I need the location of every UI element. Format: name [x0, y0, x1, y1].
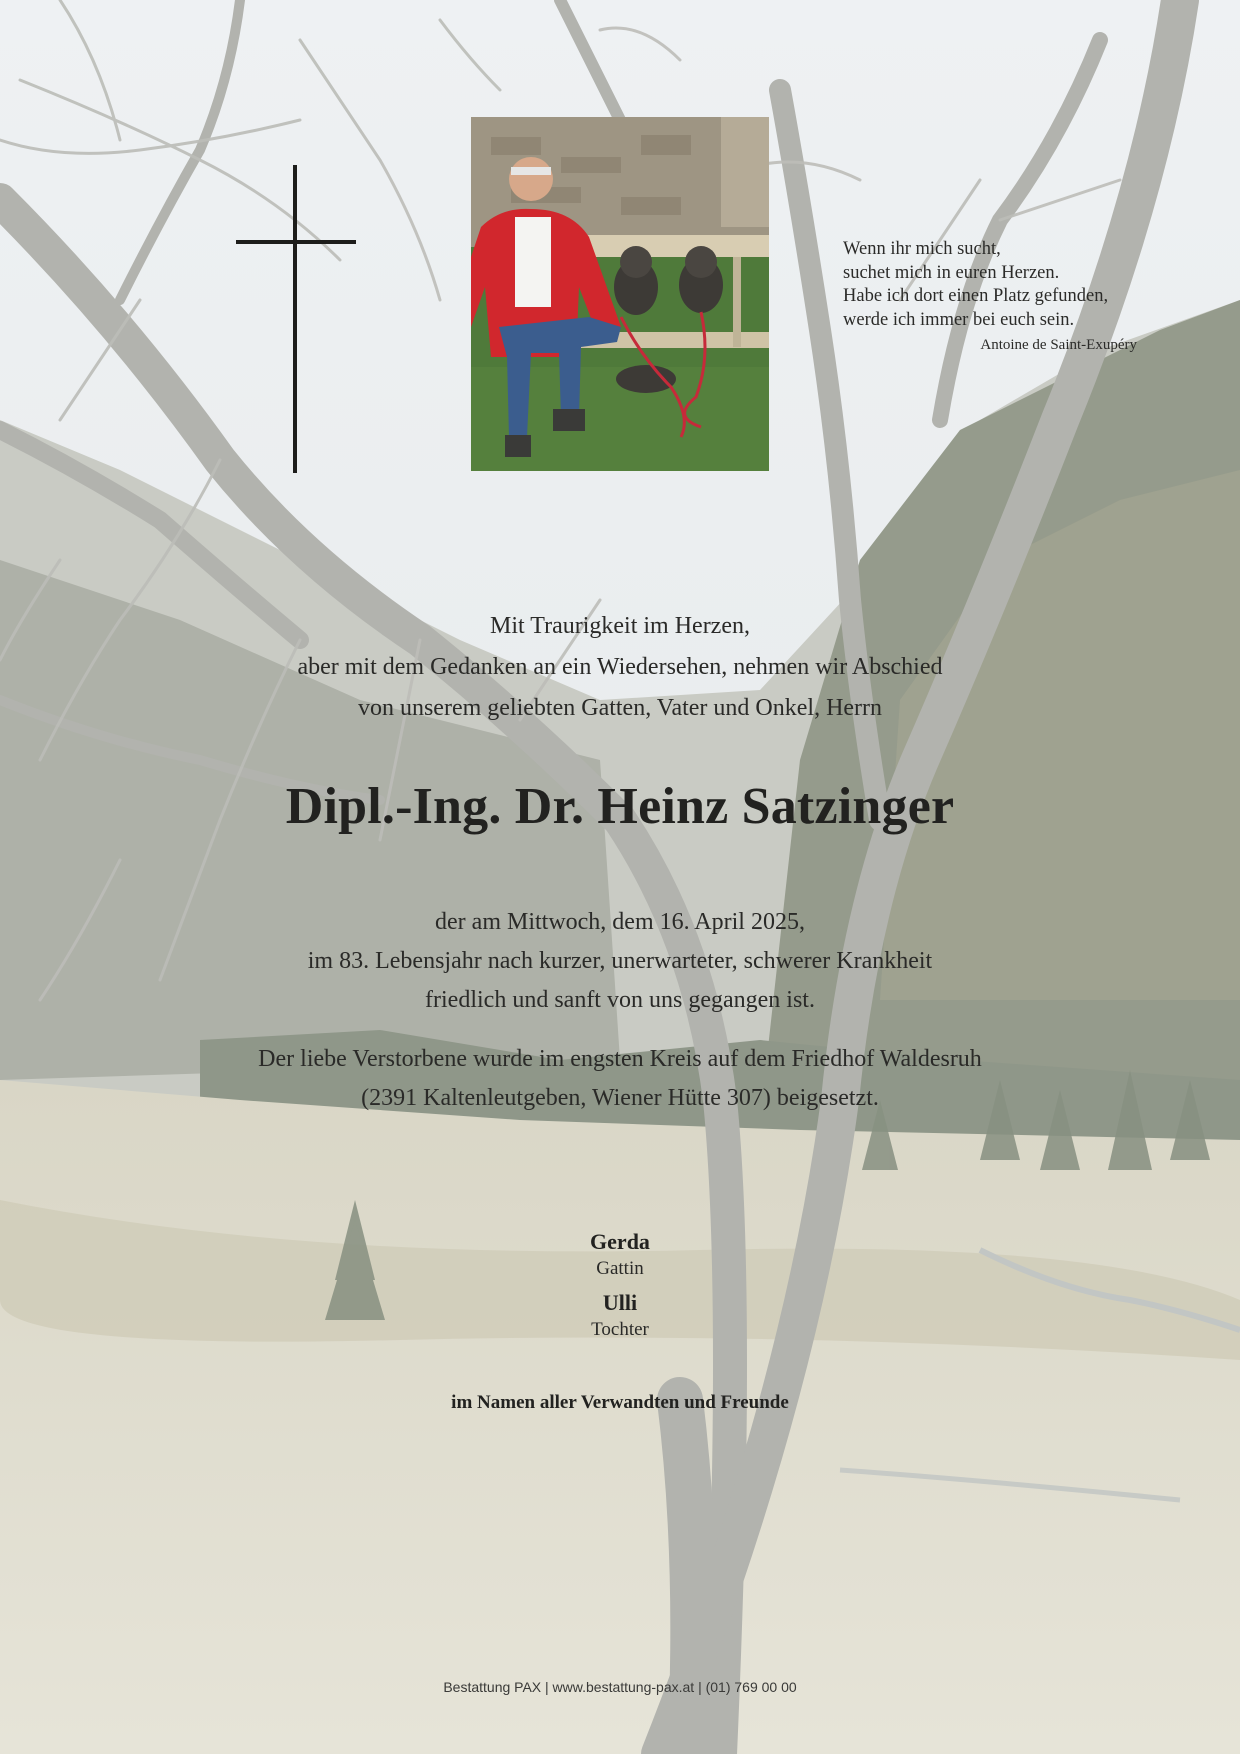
quote-author: Antoine de Saint-Exupéry: [980, 337, 1137, 353]
family-line: im Namen aller Verwandten und Freunde: [451, 1392, 789, 1413]
deceased-name: Dipl.-Ing. Dr. Heinz Satzinger: [285, 778, 955, 835]
burial-line: (2391 Kaltenleutgeben, Wiener Hütte 307) beigesetzt.: [361, 1085, 879, 1111]
quote-line: Wenn ihr mich sucht,: [843, 239, 1001, 259]
intro-line: von unserem geliebten Gatten, Vater und Onkel, Herrn: [357, 695, 883, 721]
mourner-entry: [320, 1289, 920, 1342]
burial-info: [120, 1040, 1120, 1118]
intro-line: aber mit dem Gedanken an ein Wiedersehen, nehmen wir Abschied: [297, 654, 943, 680]
intro-line: Mit Traurigkeit im Herzen,: [490, 613, 750, 639]
quote-line: werde ich immer bei euch sein.: [843, 309, 1075, 330]
mourner-relation: Tochter: [591, 1319, 649, 1340]
funeral-home-footer: Bestattung PAX | www.bestattung-pax.at | (01) 769 00 00: [443, 1679, 797, 1695]
details-line: friedlich und sanft von uns gegangen ist.: [425, 987, 815, 1013]
details-line: im 83. Lebensjahr nach kurzer, unerwarteter, schwerer Krankheit: [307, 948, 933, 974]
death-details: [120, 903, 1120, 1020]
memorial-quote: [843, 238, 1143, 355]
quote-line: Habe ich dort einen Platz gefunden,: [843, 286, 1109, 306]
burial-line: Der liebe Verstorbene wurde im engsten Kreis auf dem Friedhof Waldesruh: [258, 1046, 982, 1072]
mourners-list: [320, 1228, 920, 1350]
details-line: der am Mittwoch, dem 16. April 2025,: [435, 909, 805, 935]
mourner-name: Ulli: [602, 1290, 638, 1315]
cross-icon: [236, 165, 356, 473]
mourner-name: Gerda: [590, 1229, 650, 1254]
mourner-entry: [320, 1228, 920, 1281]
portrait-photo: [471, 117, 769, 471]
intro-text: [120, 606, 1120, 729]
mourner-relation: Gattin: [596, 1258, 644, 1279]
quote-line: suchet mich in euren Herzen.: [843, 262, 1060, 283]
